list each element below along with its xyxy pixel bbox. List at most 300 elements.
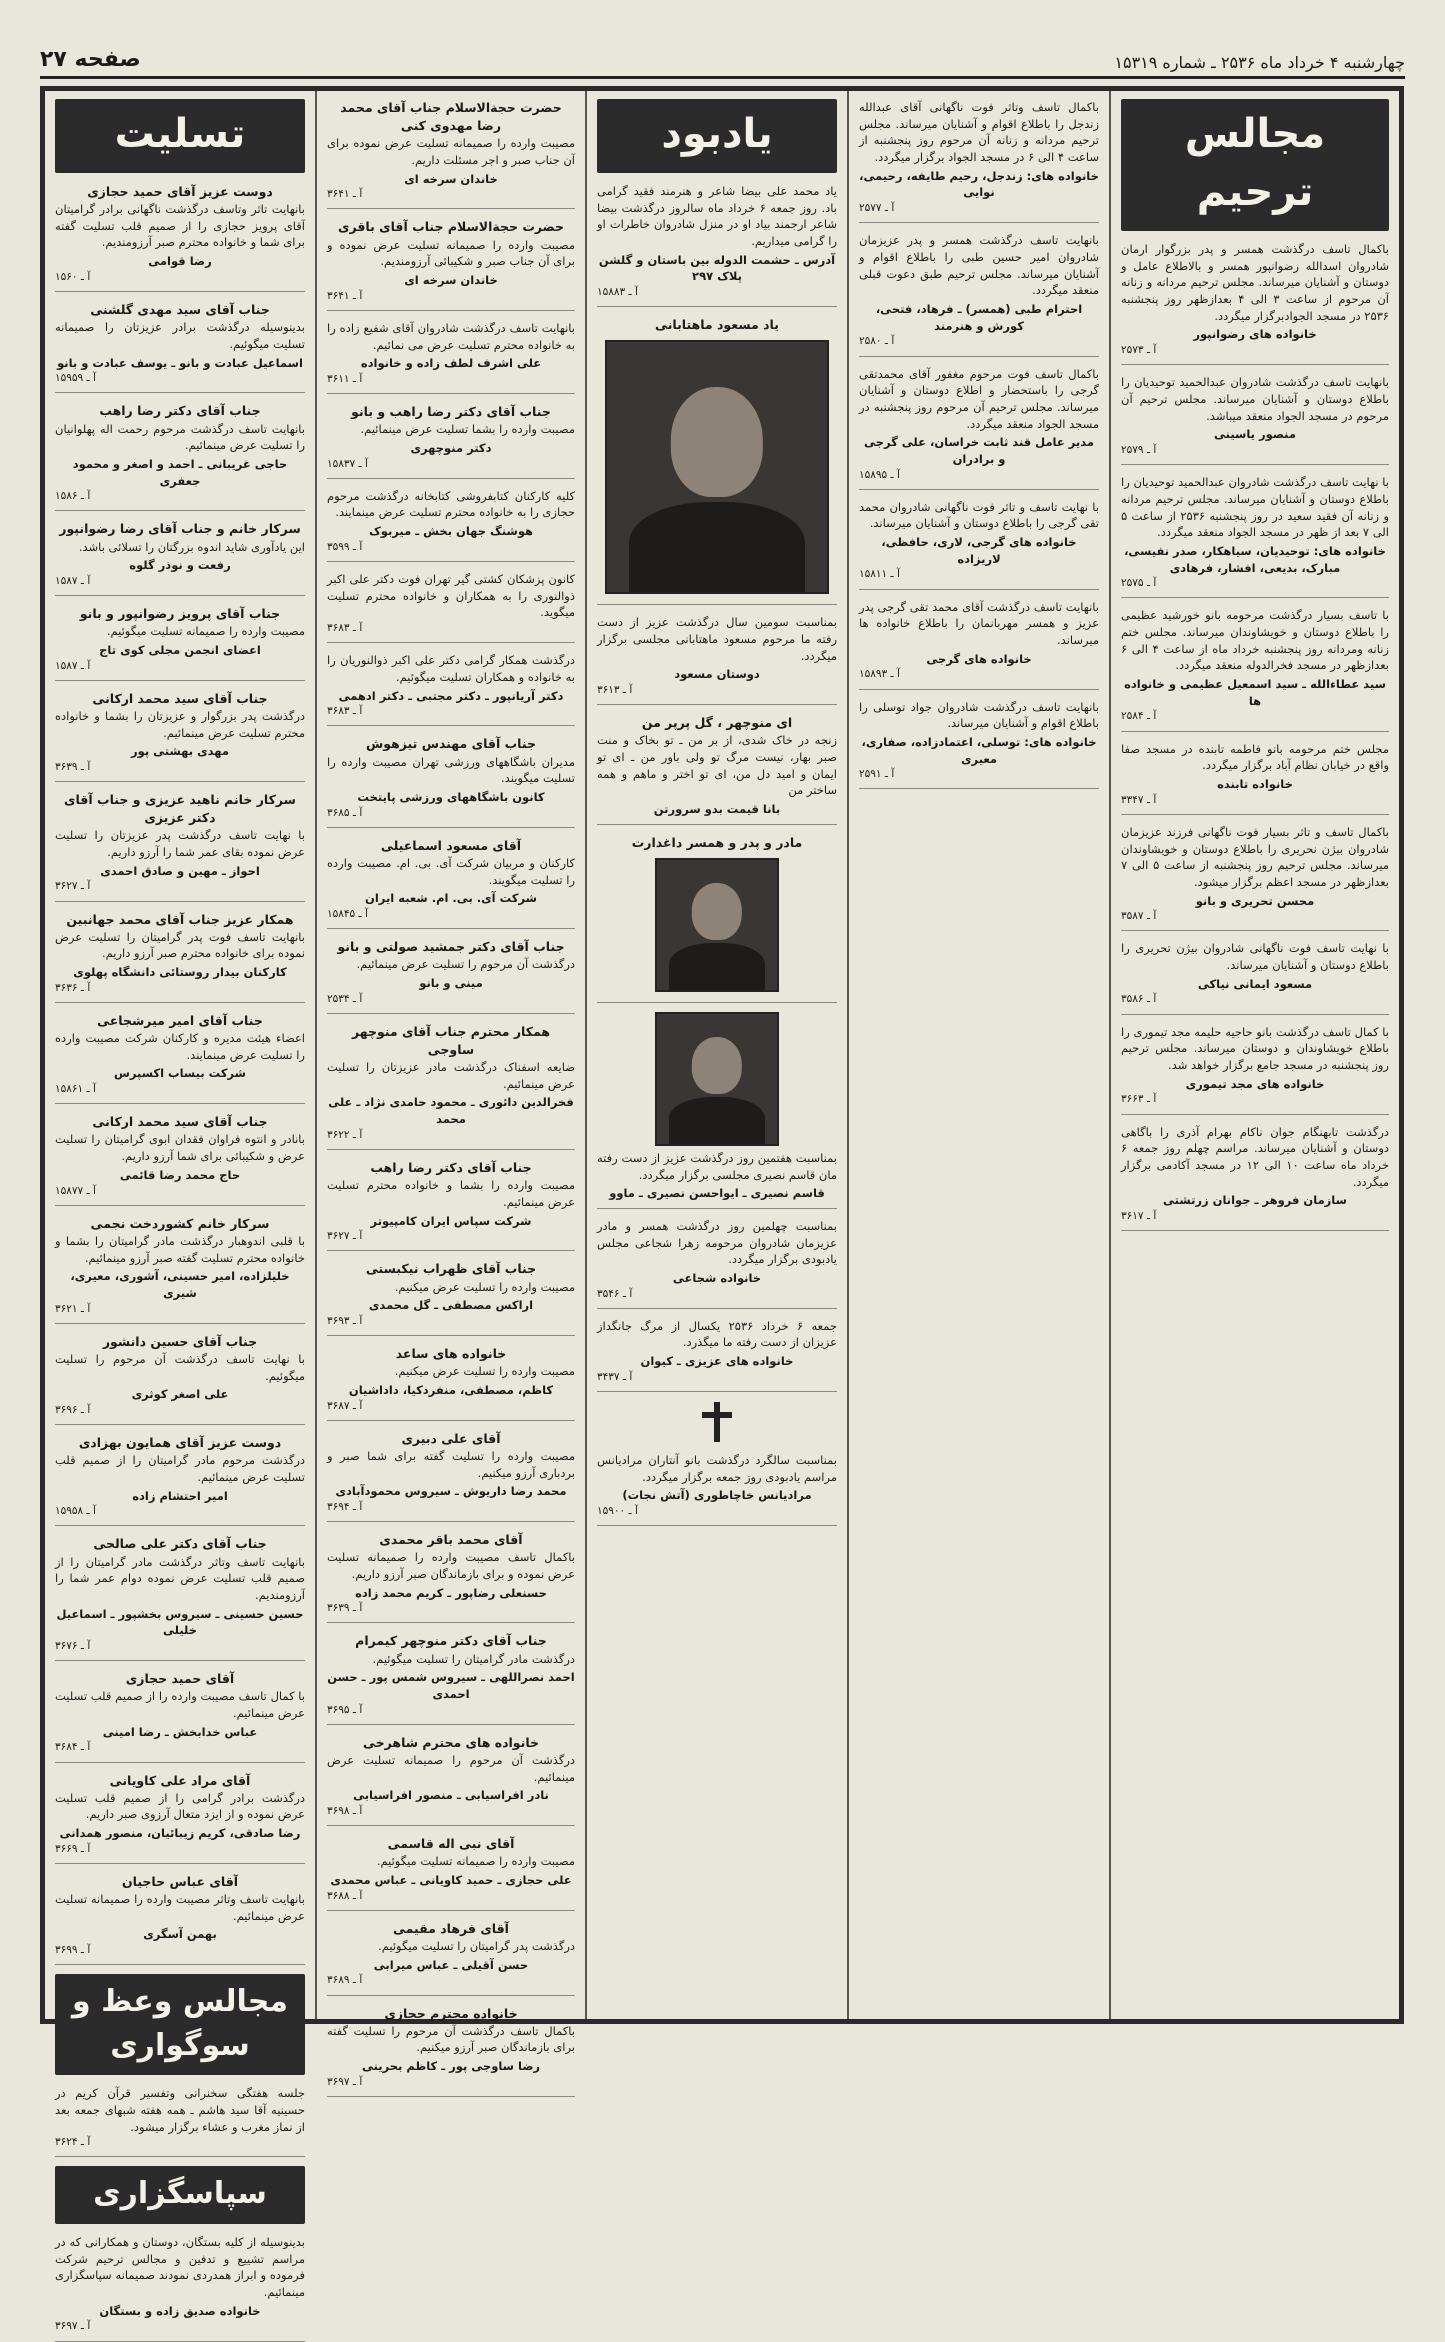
notice-signature: خلیلزاده، امیر حسینی، آشوری، معیری، شیری bbox=[70, 1269, 290, 1300]
notice-code: آ ـ ۱۵۸۱۱ bbox=[859, 568, 900, 581]
notice-body: بانهایت تاسف درگذشت شادروان عبدالحمید توحیدیان را باطلاع دوستان و آشنایان میرساند. مجلس ترحیم آن مرحوم در مسجد الجواد منعقد میباشد. bbox=[1121, 375, 1389, 423]
notice-title: آقای حمید حجازی bbox=[125, 1671, 235, 1687]
notice-signature: نادر افراسیابی ـ منصور افراسیابی bbox=[353, 1788, 549, 1803]
notice-body: درگذشت آن مرحوم را صمیمانه تسلیت عرض مینمائیم. bbox=[327, 1752, 575, 1784]
notice-body: بانادر و انتوه فراوان فقدان ابوی گرامیتان را تسلیت عرض و شکیبائی برای شما آرزو داریم. bbox=[55, 1132, 305, 1164]
notice-code: آ ـ ۱۵۸۷۷ bbox=[55, 1184, 96, 1197]
notice-code: آ ـ ۲۵۷۹ bbox=[1121, 443, 1157, 456]
notice-body: بمناسبت هفتمین روز درگذشت عزیز از دست رفته مان قاسم نصیری مجلسی برگزار میگردد. bbox=[597, 1150, 837, 1182]
notice-title: دوست عزیز آقای حمید حجازی bbox=[87, 184, 273, 199]
notice-signature: مسعود ایمانی نیاکی bbox=[1197, 976, 1313, 991]
notice-body: با نهایت تاسف درگذشت آن مرحوم را تسلیت میگوئیم. bbox=[55, 1351, 305, 1383]
notice-signature: امیر احتشام زاده bbox=[132, 1488, 228, 1503]
notice bbox=[859, 499, 1099, 590]
notice-code: آ ـ ۳۶۸۳ bbox=[327, 705, 363, 718]
notice-signature: خانواده های مجد تیموری bbox=[1185, 1076, 1325, 1091]
notice bbox=[597, 834, 837, 1003]
notice-signature: دوستان مسعود bbox=[674, 667, 760, 682]
notice-code: آ ـ ۳۶۷۶ bbox=[55, 1639, 91, 1652]
notice-signature: مهدی بهشتی پور bbox=[131, 744, 229, 759]
notice bbox=[1121, 824, 1389, 932]
notice-code: آ ـ ۳۶۸۴ bbox=[55, 1741, 91, 1754]
notice-signature: علی حجازی ـ حمید کاویانی ـ عباس محمدی bbox=[330, 1873, 572, 1887]
notice bbox=[55, 690, 305, 782]
notice-signature: علی اشرف لطف زاده و خانواده bbox=[360, 356, 542, 371]
notice-body: بانهایت تاثر وتاسف درگذشت ناگهانی برادر گرامیتان آقای پرویز حجازی را از صمیم قلب تسلیت گفته برای شما و خانواده محترم صبر آرزومندیم. bbox=[55, 202, 305, 250]
notice bbox=[55, 1670, 305, 1762]
notice bbox=[597, 1318, 837, 1392]
notice bbox=[327, 1260, 575, 1336]
notice-signature: خاندان سرخه ای bbox=[404, 272, 498, 287]
notice-title: جناب آقای دکتر منوچهر کیمرام bbox=[355, 1633, 547, 1649]
notice-code: آ ـ ۲۵۷۳ bbox=[1121, 344, 1157, 357]
notice-title: آقای عباس حاجیان bbox=[121, 1873, 239, 1889]
notice-signature: کارکنان بیدار روستائی دانشگاه پهلوی bbox=[73, 965, 287, 980]
notice-body: ضایعه اسفناک درگذشت مادر عزیزتان را تسلیت عرض مینمائیم. bbox=[327, 1060, 575, 1091]
notice-body: بدینوسیله درگذشت برادر عزیزتان را صمیمانه تسلیت میگوئیم. bbox=[55, 320, 305, 351]
notice-code: آ ـ ۳۶۲۱ bbox=[55, 1302, 91, 1315]
notice-body: بانهایت تاسف وتاثر درگذشت مادر گرامیتان را از صمیم قلب تسلیت عرض نموده دوام عمر شما را آرزومندیم. bbox=[55, 1554, 305, 1602]
notice bbox=[597, 614, 837, 705]
notice-code: آ ـ ۲۵۷۵ bbox=[1121, 577, 1157, 590]
portrait-photo bbox=[605, 340, 829, 594]
notice-title: آقای علی دبیری bbox=[401, 1430, 501, 1446]
notice-signature: حاج محمد رضا قائمی bbox=[119, 1167, 241, 1182]
notice bbox=[327, 1835, 575, 1911]
notice-title: آقای نبی اله قاسمی bbox=[387, 1836, 515, 1852]
notice-signature: احمد نصراللهی ـ سیروس شمس پور ـ حسن احمدی bbox=[327, 1670, 575, 1701]
thanks-text: بدینوسیله از کلیه بستگان، دوستان و همکارانی که در مراسم تشییع و تدفین و مجالس ترحیم شرکت فرموده و ابراز همدردی نمودند صمیمانه سپاسگزاری مینمائیم. bbox=[55, 2234, 305, 2299]
notice bbox=[1121, 1124, 1389, 1232]
notice-code: آ ـ ۳۵۸۷ bbox=[1121, 910, 1157, 923]
notice-title: مادر و پدر و همسر داغدارت bbox=[631, 834, 803, 850]
notice-code: آ ـ ۳۶۶۹ bbox=[55, 1842, 91, 1855]
notice-signature: رفعت و نوذر گلوه bbox=[129, 558, 231, 573]
notice bbox=[1121, 1024, 1389, 1115]
notice-body: این یادآوری شاید اندوه بزرگتان را تسلائی باشد. bbox=[78, 539, 305, 554]
notice bbox=[327, 1345, 575, 1421]
condolence-banner: تسلیت bbox=[55, 99, 305, 173]
notice-body: مصیبت وارده را بشما و خانواده محترم تسلیت عرض مینمائیم. bbox=[327, 1178, 575, 1209]
condolence-column-1 bbox=[45, 91, 315, 2333]
notice bbox=[1121, 607, 1389, 731]
cross-icon bbox=[702, 1402, 732, 1442]
notice-signature: دکتر منوچهری bbox=[410, 440, 492, 455]
notice-code: آ ـ ۱۵۹۵۹ bbox=[55, 372, 96, 385]
notice-signature: حاجی غریبانی ـ احمد و اصغر و محمود جعفری bbox=[72, 456, 288, 488]
notice-code: آ ـ ۱۵۸۹۵ bbox=[859, 468, 900, 481]
thanks-banner: سپاسگزاری bbox=[55, 2166, 305, 2224]
notice-signature: خانواده های گرجی bbox=[926, 651, 1032, 666]
content-frame bbox=[40, 86, 1404, 2333]
notice bbox=[55, 1333, 305, 1425]
sermon-code: آ ـ ۳۶۲۴ bbox=[55, 2136, 91, 2149]
notice-body: با کمال تاسف درگذشت بانو حاجیه حلیمه مجد تیموری را باطلاع خویشاوندان و دوستان میرساند. مجلس ترحیم روز پنجشنبه در مسجد جامع برگزار خواهد شد. bbox=[1121, 1024, 1389, 1073]
notice-body: مصیبت وارده را صمیمانه تسلیت میگوئیم. bbox=[106, 624, 305, 639]
notice-title: همکار عزیز جناب آقای محمد جهانبین bbox=[66, 911, 294, 927]
notice-code: آ ـ ۱۵۸۳۷ bbox=[327, 457, 368, 470]
notice bbox=[327, 938, 575, 1014]
notice-signature: حسین حسینی ـ سیروس بخشپور ـ اسماعیل خلیلی bbox=[56, 1606, 304, 1638]
notice-code: آ ـ ۳۶۹۹ bbox=[55, 1944, 91, 1957]
notice-signature: خانواده شجاعی bbox=[672, 1270, 762, 1285]
notice-code: آ ـ ۳۶۹۷ bbox=[327, 2075, 363, 2088]
notice bbox=[597, 714, 837, 824]
notice bbox=[55, 183, 305, 292]
notice-body: با تاسف بسیار درگذشت مرحومه بانو خورشید عظیمی را باطلاع دوستان و خویشاوندان میرساند. مجلس ختم زنانه ومردانه روز پنجشنبه خرداد ماه از ساعت ۴ الی ۶ بعدازظهر در مسجد فخرالدوله منعقد میگردد. bbox=[1121, 608, 1389, 673]
notice-signature: خانواده های رضوانپور bbox=[1193, 327, 1317, 342]
notice-body: بانهایت تاسف وتاثر مصیبت وارده را صمیمانه تسلیت عرض مینمائیم. bbox=[55, 1892, 305, 1923]
notice-title: همکار محترم جناب آقای منوچهر ساوجی bbox=[351, 1023, 551, 1057]
notice-code: آ ـ ۳۶۹۸ bbox=[327, 1804, 363, 1817]
notice-body: بانهایت تاسف درگذشت شادروان جواد توسلی را باطلاع اقوام و آشنایان میرساند. bbox=[859, 699, 1099, 731]
notice-body: مصیبت وارده را تسلیت عرض میکنیم. bbox=[394, 1364, 575, 1379]
memorial-banner: مجالس ترحیم bbox=[1121, 99, 1389, 231]
notice bbox=[327, 1920, 575, 1996]
notice-body: درگذشت همکار گرامی دکتر علی اکبر ذوالنوریان را به خانواده و همکاران تسلیت میگوئیم. bbox=[327, 653, 575, 684]
notice bbox=[327, 837, 575, 929]
notice-code: آ ـ ۳۶۹۵ bbox=[327, 1703, 363, 1716]
notice bbox=[859, 232, 1099, 356]
notice-code: آ ـ ۳۶۹۳ bbox=[327, 1314, 363, 1327]
notice-body: مصیبت وارده را صمیمانه تسلیت عرض نموده و برای آن جناب صبر و شکیبائی آرزومندیم. bbox=[327, 237, 575, 269]
notice-signature: شرکت سپاس ایران کامپیوتر bbox=[370, 1213, 532, 1228]
notice-title: جناب آقای پرویز رضوانپور و بانو bbox=[79, 606, 281, 622]
notice-signature: خانواده های: توسلی، اعتمادزاده، صفاری، معیری bbox=[861, 734, 1097, 766]
notice bbox=[55, 301, 305, 393]
notice-code: آ ـ ۱۵۸۷ bbox=[55, 659, 91, 672]
notice bbox=[327, 488, 575, 562]
notice-signature: دکتر آریانپور ـ دکتر مجتبی ـ دکتر ادهمی bbox=[338, 688, 564, 703]
notice-signature: اسماعیل عبادت و بانو ـ یوسف عبادت و بانو bbox=[57, 355, 303, 370]
thanks-notice bbox=[55, 2234, 305, 2342]
notice-code: آ ـ ۱۵۹۵۸ bbox=[55, 1505, 96, 1518]
notice-code: آ ـ ۳۶۳۶ bbox=[55, 981, 91, 994]
notice-title: جناب آقای دکتر رضا راهب bbox=[99, 403, 261, 419]
notice-code: آ ـ ۳۶۹۶ bbox=[55, 1403, 91, 1416]
notice-code: آ ـ ۱۵۸۴۵ bbox=[327, 907, 368, 920]
issue-line: چهارشنبه ۴ خرداد ماه ۲۵۳۶ ـ شماره ۱۵۳۱۹ bbox=[1114, 53, 1405, 72]
notice-body: مصیبت وارده را صمیمانه تسلیت عرض نموده برای آن جناب صبر و اجر مسئلت داریم. bbox=[327, 136, 575, 167]
notice-signature: فخرالدین دائوری ـ محمود حامدی نژاد ـ علی محمد bbox=[328, 1095, 574, 1127]
notice-body: کلیه کارکنان کتابفروشی کتابخانه درگذشت مرحوم حجازی را به خانواده محترم تسلیت عرض مینمایند. bbox=[327, 488, 575, 520]
notice bbox=[1121, 374, 1389, 465]
notice-body: مصیبت وارده را بشما تسلیت عرض مینمائیم. bbox=[360, 422, 575, 437]
notice bbox=[55, 402, 305, 511]
notice bbox=[55, 1215, 305, 1324]
notice-signature: خانواده های گرجی، لاری، حافظی، لاریزاده bbox=[881, 535, 1077, 566]
notice-title: جناب آقای سید مهدی گلشنی bbox=[90, 302, 270, 318]
notice-signature: خاندان سرخه ای bbox=[404, 171, 498, 186]
notice-title: خانواده های محترم شاهرخی bbox=[362, 1734, 540, 1750]
notice-code: آ ـ ۳۵۸۶ bbox=[1121, 993, 1157, 1006]
notice bbox=[327, 1430, 575, 1522]
notice-code: آ ـ ۱۵۶۰ bbox=[55, 270, 91, 283]
notice-signature: احترام طبی (همسر) ـ فرهاد، فتحی، کورش و هنرمند bbox=[875, 301, 1083, 333]
notice-body: مصیبت وارده را تسلیت گفته برای شما صبر و بردباری آرزو میکنیم. bbox=[327, 1448, 575, 1480]
notice-body: باکمال تاسف درگذشت آن مرحوم را تسلیت گفته برای بازماندگان صبر آرزو میکنیم. bbox=[327, 2023, 575, 2055]
notice-code: آ ـ ۲۵۳۴ bbox=[327, 992, 363, 1005]
notice-signature: قاسم نصیری ـ ایواحسن نصیری ـ ماوو bbox=[609, 1186, 825, 1201]
memorial-column bbox=[1109, 91, 1399, 2019]
notice-signature: منصور یاسینی bbox=[1214, 427, 1296, 442]
notice bbox=[327, 1159, 575, 1251]
notice bbox=[859, 99, 1099, 223]
notice-title: سرکار خانم ناهید عزیزی و جناب آقای دکتر عزیزی bbox=[64, 792, 296, 826]
notice-signature: سازمان فروهر ـ جوانان زرتشتی bbox=[1163, 1193, 1347, 1208]
notice-code: آ ـ ۳۶۸۳ bbox=[327, 622, 363, 635]
notice bbox=[55, 911, 305, 1003]
notice bbox=[327, 2005, 575, 2097]
notice bbox=[327, 99, 575, 209]
notice-code: آ ـ ۳۶۲۷ bbox=[55, 880, 91, 893]
notice bbox=[55, 1434, 305, 1526]
notice-signature: خانواده های عزیزی ـ کیوان bbox=[640, 1354, 794, 1369]
notice-title: خانواده های ساعد bbox=[395, 1346, 507, 1362]
notice-code: آ ـ ۳۵۴۶ bbox=[597, 1287, 633, 1300]
notice-title: جناب آقای سید محمد ارکانی bbox=[92, 690, 268, 706]
notice-signature: حسن آقیلی ـ عباس میرابی bbox=[373, 1957, 529, 1972]
notice-signature: علی اصغر کوثری bbox=[131, 1387, 229, 1402]
notice-code: آ ـ ۳۶۲۲ bbox=[327, 1128, 363, 1141]
notice bbox=[597, 183, 837, 307]
notice-body: درگذشت مرحوم مادر گرامیتان را از صمیم قلب تسلیت عرض مینمائیم. bbox=[55, 1453, 305, 1484]
notice-title: جناب آقای دکتر جمشید صولتی و بانو bbox=[337, 939, 565, 955]
notice-body: بانهایت تاسف درگذشت مرحوم رحمت اله پهلوانیان را تسلیت عرض مینمائیم. bbox=[55, 421, 305, 453]
notice bbox=[597, 316, 837, 605]
notice-code: آ ـ ۳۶۴۱ bbox=[327, 289, 363, 302]
notice-signature: مینی و بانو bbox=[419, 975, 483, 990]
notice bbox=[55, 791, 305, 901]
notice-code: آ ـ ۲۵۸۴ bbox=[1121, 710, 1157, 723]
notice-code: آ ـ ۳۶۸۸ bbox=[327, 1889, 363, 1902]
notice-title: آقای مسعود اسماعیلی bbox=[380, 837, 522, 853]
notice-signature: محمد رضا داریوش ـ سیروس محمودآبادی bbox=[335, 1484, 567, 1499]
notice-code: آ ـ ۱۵۸۸۳ bbox=[597, 286, 638, 299]
notice-title: خانواده محترم حجازی bbox=[384, 2005, 518, 2021]
notice bbox=[597, 1452, 837, 1526]
notice-code: آ ـ ۱۵۸۹۳ bbox=[859, 668, 900, 681]
notice-signature: بهمن آسگری bbox=[143, 1927, 217, 1942]
notice-body: بمناسبت چهلمین روز درگذشت همسر و مادر عزیزمان شادروان مرحومه زهرا شجاعی مجلس یادبودی برگزار میگردد. bbox=[597, 1218, 837, 1267]
notice-title: آقای محمد باقر محمدی bbox=[379, 1532, 523, 1548]
notice bbox=[859, 699, 1099, 790]
notice-signature: اعضای انجمن مجلی کوی تاج bbox=[99, 642, 261, 657]
yadbood-list bbox=[597, 183, 837, 1526]
notice bbox=[327, 218, 575, 310]
condolence-column-2 bbox=[315, 91, 585, 2088]
notice-code: آ ـ ۱۵۸۷ bbox=[55, 574, 91, 587]
notice-body: باکمال تاسف و تاثر بسیار فوت ناگهانی فرزند عزیزمان شادروان بیژن نحریری را باطلاع دوستان و خویشاوندان میرساند. مجلس ترحیم روز پنجشنبه از ساعت ۵ الی ۷ بعدازظهر در مسجد اعظم برگزار میشود. bbox=[1121, 824, 1389, 889]
notice-title: دوست عزیز آقای همایون بهزادی bbox=[78, 1435, 282, 1451]
notice-body: درگذشت تابهنگام جوان ناکام بهرام آذری را باگاهی دوستان و آشنایان میرساند. مراسم چهلم روز جمعه ۶ خرداد ماه ساعت ۱۰ الی ۱۲ در مسجد آکادمی برگزار میگردد. bbox=[1121, 1124, 1389, 1189]
notice-signature: عباس خدابخش ـ رضا امینی bbox=[102, 1724, 258, 1739]
notice-signature: رضا قوامی bbox=[148, 254, 212, 269]
notice-code: آ ـ ۱۵۸۶ bbox=[55, 490, 91, 503]
notice-body: مجلس ختم مرحومه بانو فاطمه تابنده در مسجد صفا واقع در خیابان نظام آباد برگزار میگردد. bbox=[1121, 741, 1389, 773]
notice-signature: بانا قیمت بدو سرورتن bbox=[653, 802, 781, 817]
notice-code: آ ـ ۳۶۲۷ bbox=[327, 1230, 363, 1243]
notice-body: مصیبت وارده را صمیمانه تسلیت میگوئیم. bbox=[376, 1854, 575, 1869]
notice-body: با قلبی اندوهبار درگذشت مادر گرامیتان را بشما و خانواده محترم تسلیت گفته صبر آرزو مینمائیم. bbox=[55, 1233, 305, 1265]
notice-body: مدیران باشگاههای ورزشی تهران مصیبت وارده را تسلیت میگویند. bbox=[327, 754, 575, 786]
notice-signature: سید عطاءالله ـ سید اسمعیل عظیمی و خانواده ها bbox=[1124, 677, 1386, 708]
notice-body: درگذشت آن مرحوم را تسلیت عرض مینمائیم. bbox=[356, 957, 575, 972]
notice-body: با نهایت تاسف فوت ناگهانی شادروان بیژن تحریری را باطلاع دوستان و آشنایان میرساند. bbox=[1121, 941, 1389, 973]
notice-signature: حسنعلی رضاپور ـ کریم محمد زاده bbox=[355, 1585, 547, 1600]
yadbood-column bbox=[585, 91, 847, 2019]
notice-body: باکمال تاسف درگذشت همسر و پدر بزرگوار ارمان شادروان اسدالله رضوانپور همسر و بالاطلاع عامل و دوستان و آشنایان میرساند. مجلس ترحیم مردانه و زنانه آن مرحوم از ساعت ۳ الی ۴ بعدازظهر روز پنجشنبه ۲۵۳۶ در مسجد الجوادبرگزار میگردد. bbox=[1121, 242, 1389, 323]
notice-signature: احواز ـ مهین و صادق احمدی bbox=[100, 863, 260, 878]
notice-code: آ ـ ۲۵۹۱ bbox=[859, 768, 895, 781]
notice-body: با کمال تاسف مصیبت وارده را از صمیم قلب تسلیت عرض مینمائیم. bbox=[55, 1689, 305, 1720]
remembrance-list bbox=[859, 99, 1099, 789]
notice bbox=[327, 571, 575, 643]
notice-code: آ ـ ۳۶۱۱ bbox=[327, 372, 363, 385]
notice bbox=[55, 1772, 305, 1864]
notice-signature: خانواده تابنده bbox=[1217, 777, 1293, 791]
notice bbox=[327, 735, 575, 827]
notice bbox=[327, 403, 575, 479]
notice-code: آ ـ ۲۵۸۰ bbox=[859, 335, 895, 348]
notice bbox=[55, 1012, 305, 1104]
page-number: صفحه ۲۷ bbox=[40, 47, 141, 72]
notice bbox=[1121, 940, 1389, 1014]
sermon-notice bbox=[55, 2085, 305, 2157]
notice-title: سرکار خانم کشوردخت نجمی bbox=[90, 1215, 270, 1231]
notice-title: یاد مسعود ماهتابانی bbox=[655, 317, 779, 333]
notice bbox=[327, 1023, 575, 1150]
notice-title: جناب آقای مهندس تیزهوش bbox=[366, 736, 536, 752]
condolence-list-2 bbox=[327, 99, 575, 2097]
notice-signature: شرکت بیساب اکسپرس bbox=[114, 1066, 246, 1081]
notice-title: ای منوچهر ، گل پرپر من bbox=[641, 715, 793, 731]
notice-body: با نهایت تاسف و تاثر فوت ناگهانی شادروان محمد تقی گرجی را باطلاع دوستان و آشنایان میرساند. bbox=[859, 499, 1099, 531]
notice bbox=[327, 1734, 575, 1826]
notice bbox=[859, 599, 1099, 690]
notice-body: درگذشت برادر گرامی را از صمیم قلب تسلیت عرض نموده و از ایزد متعال آرزوی صبر داریم. bbox=[55, 1790, 305, 1822]
sermon-text: جلسه هفتگی سخنرانی وتفسیر قرآن کریم در حسینیه آقا سید هاشم ـ همه هفته شبهای جمعه بعد از نماز مغرب و عشاء برگزار میشود. bbox=[55, 2086, 305, 2134]
notice-code: آ ـ ۳۶۸۷ bbox=[327, 1399, 363, 1412]
notice-title: سرکار خانم و جناب آقای رضا رضوانپور bbox=[59, 521, 301, 537]
notice-body: کارکنان و مربیان شرکت آی. بی. ام. مصیبت وارده را تسلیت میگویند. bbox=[327, 855, 575, 887]
notice-code: آ ـ ۳۳۴۷ bbox=[1121, 793, 1157, 806]
notice-body: بانهایت تاسف درگذشت شادروان آقای شفیع زاده را به خانواده محترم تسلیت عرض می نمائیم. bbox=[327, 320, 575, 352]
notice-title: جناب آقای حسین دانشور bbox=[102, 1333, 258, 1349]
notice-title: جناب آقای دکتر علی صالحی bbox=[93, 1536, 267, 1552]
notice-code: آ ـ ۱۵۸۶۱ bbox=[55, 1083, 96, 1096]
notice-body: یاد محمد علی بیضا شاعر و هنرمند فقید گرامی باد. روز جمعه ۶ خرداد ماه سالروز درگذشت بیضا شاعر ارجمند بیاد او در منزل شادروان خاطرات او را گرامی میداریم. bbox=[597, 184, 837, 249]
notice-body: با نهایت تاسف درگذشت پدر عزیزتان را تسلیت عرض نموده بقای عمر شما را آرزو داریم. bbox=[55, 828, 305, 860]
notice bbox=[327, 1531, 575, 1623]
notice-title: جناب آقای دکتر رضا راهب و بانو bbox=[351, 404, 551, 420]
notice-title: آقای مراد علی کاویانی bbox=[109, 1772, 251, 1788]
notice-signature: خانواده های: زندجل، رحیم طایفه، رحیمی، نوایی bbox=[859, 168, 1099, 200]
yadbood-banner: یادبود bbox=[597, 99, 837, 173]
remembrance-column bbox=[847, 91, 1109, 2019]
notice-code: آ ـ ۳۶۸۵ bbox=[327, 806, 363, 819]
notice-body: بمناسبت سالگرد درگذشت بانو آنتاران مرادیانس مراسم یادبودی روز جمعه برگزار میگردد. bbox=[597, 1453, 837, 1484]
notice bbox=[597, 1218, 837, 1309]
notice-body: بمناسبت سومین سال درگذشت عزیز از دست رفته ما مرحوم مسعود ماهتابانی مجلسی برگزار میگردد. bbox=[597, 615, 837, 663]
notice-signature: هوشنگ جهان بخش ـ میربوک bbox=[368, 524, 534, 539]
portrait-photo bbox=[655, 858, 779, 992]
notice-body: کانون پزشکان کشتی گیر تهران فوت دکتر علی اکبر ذوالنوری را به همکاران و خانواده محترم تسلیت میگوید. bbox=[327, 572, 575, 620]
notice-code: آ ـ ۳۶۳۹ bbox=[327, 1602, 363, 1615]
notice-signature: اراکس مصطفی ـ گل محمدی bbox=[368, 1298, 534, 1313]
notice-title: آقای فرهاد مقیمی bbox=[393, 1920, 509, 1936]
notice-body: باکمال تاسف مصیبت وارده را صمیمانه تسلیت عرض نموده و برای بازماندگان صبر آرزو داریم. bbox=[327, 1550, 575, 1581]
notice-signature: رضا صادقی، کریم زیبائیان، منصور همدانی bbox=[59, 1826, 301, 1840]
notice-signature: محسن تحریری و بانو bbox=[1195, 893, 1315, 908]
notice-signature: خانواده های: توحیدیان، سیاهکار، صدر نفیسی، مبارک، بدیعی، افشار، فرهادی bbox=[1124, 543, 1386, 575]
portrait-photo bbox=[655, 1012, 779, 1146]
notice-body: اعضاء هیئت مدیره و کارکنان شرکت مصیبت وارده را تسلیت عرض مینمایند. bbox=[55, 1031, 305, 1062]
notice-code: آ ـ ۱۵۹۰۰ bbox=[597, 1505, 638, 1518]
notice bbox=[1121, 741, 1389, 815]
notice-title: جناب آقای دکتر رضا راهب bbox=[370, 1160, 532, 1176]
notice-body: درگذشت پدر بزرگوار و عزیزتان را بشما و خانواده محترم تسلیت عرض مینمائیم. bbox=[55, 708, 305, 740]
sermon-banner: مجالس وعظ و سوگواری bbox=[55, 1974, 305, 2075]
notice-signature: مرادیانس خاچاطوری (آتش نجات) bbox=[622, 1488, 812, 1503]
notice bbox=[55, 605, 305, 681]
notice-title: حضرت حجةالاسلام جناب آقای محمد رضا مهدوی کنی bbox=[340, 100, 562, 134]
notice-signature: مدیر عامل قند ثابت خراسان، علی گرجی و برادران bbox=[864, 435, 1094, 466]
notice-code: آ ـ ۳۴۳۷ bbox=[597, 1370, 633, 1383]
notice-title: جناب آقای سید محمد ارکانی bbox=[92, 1114, 268, 1130]
notice-signature: رضا ساوجی پور ـ کاظم بحرینی bbox=[361, 2059, 541, 2074]
notice-body: باکمال تاسف فوت مرحوم مغفور آقای محمدتقی گرجی را باستحضار و اطلاع دوستان و آشنایان میرساند. مجلس ترحیم آن مرحوم روز پنجشنبه در مسجد الجواد منعقد میگردد. bbox=[859, 366, 1099, 431]
notice bbox=[327, 652, 575, 726]
notice bbox=[597, 1012, 837, 1209]
notice-body: بانهایت تاسف درگذشت همسر و پدر عزیزمان شادروان امیر حسین طبی را باطلاع اقوام و آشنایان میرساند. مجلس ترحیم طبق دعوت قبلی منعقد میگردد. bbox=[859, 233, 1099, 298]
notice bbox=[55, 1873, 305, 1965]
notice-body: درگذشت مادر گرامیتان را تسلیت میگوئیم. bbox=[372, 1651, 575, 1666]
notice bbox=[1121, 241, 1389, 365]
notice-signature: کانون باشگاههای ورزشی پایتخت bbox=[357, 789, 545, 804]
notice-code: آ ـ ۳۶۹۴ bbox=[327, 1500, 363, 1513]
notice-code: آ ـ ۲۵۷۷ bbox=[859, 202, 895, 215]
notice-body: بانهایت تاسف درگذشت آقای محمد تقی گرجی پدر عزیز و همسر مهربانمان را باطلاع خانواده ها میرساند. bbox=[859, 599, 1099, 647]
notice-code: آ ـ ۳۶۸۹ bbox=[327, 1974, 363, 1987]
notice-signature: شرکت آی. بی. ام. شعبه ایران bbox=[365, 891, 537, 906]
notice bbox=[55, 1113, 305, 1205]
page-header bbox=[40, 38, 1405, 79]
notice-body: باکمال تاسف وتاثر فوت ناگهانی آقای عبدالله زندجل را باطلاع اقوام و آشنایان میرساند. مجلس ترحیم مردانه و زنانه آن مرحوم روز پنجشنبه از ساعت ۴ الی ۶ در مسجد الجواد برگزار میگردد. bbox=[859, 100, 1099, 165]
memorial-list bbox=[1121, 241, 1389, 1231]
notice-body: جمعه ۶ خرداد ۲۵۳۶ یکسال از مرگ جانگداز عزیزان از دست رفته ما میگذرد. bbox=[597, 1318, 837, 1350]
notice-signature: کاظم، مصطفی، منفردکیا، داداشیان bbox=[348, 1382, 554, 1397]
notice-body: درگذشت پدر گرامیتان را تسلیت میگوئیم. bbox=[378, 1939, 575, 1954]
notice bbox=[327, 1632, 575, 1724]
notice-code: آ ـ ۳۶۱۷ bbox=[1121, 1209, 1157, 1222]
thanks-signature: خانواده صدیق زاده و بستگان bbox=[99, 2303, 261, 2318]
notice-code: آ ـ ۳۶۱۳ bbox=[597, 684, 633, 697]
notice-code: آ ـ ۳۶۶۳ bbox=[1121, 1093, 1157, 1106]
notice-title: جناب آقای امیر میرشجاعی bbox=[97, 1013, 263, 1028]
thanks-code: آ ـ ۳۶۹۷ bbox=[55, 2320, 91, 2333]
notice bbox=[55, 1535, 305, 1661]
notice-title: جناب آقای ظهراب نیکبستی bbox=[365, 1261, 537, 1277]
notice-body: بانهایت تاسف فوت پدر گرامیتان را تسلیت عرض نموده برای خانواده محترم صبر آرزو داریم. bbox=[55, 929, 305, 961]
notice-title: حضرت حجةالاسلام جناب آقای باقری bbox=[338, 219, 564, 235]
condolence-list-1 bbox=[55, 183, 305, 1965]
notice-code: آ ـ ۳۶۳۹ bbox=[55, 760, 91, 773]
notice-body: با نهایت تاسف درگذشت شادروان عبدالحمید توحیدیان را باطلاع دوستان و آشنایان میرساند. مجلس ترحیم مردانه و زنانه آن فقید سعید در روز پنجشنبه ۲۵۳۶ از ساعت ۵ الی ۷ بعد از ظهر در مسجد الجواد منعقد میگردد. bbox=[1121, 475, 1390, 540]
notice-body: مصیبت وارده را تسلیت عرض میکنیم. bbox=[394, 1279, 575, 1294]
notice bbox=[55, 520, 305, 596]
notice-code: آ ـ ۳۶۴۱ bbox=[327, 188, 363, 201]
